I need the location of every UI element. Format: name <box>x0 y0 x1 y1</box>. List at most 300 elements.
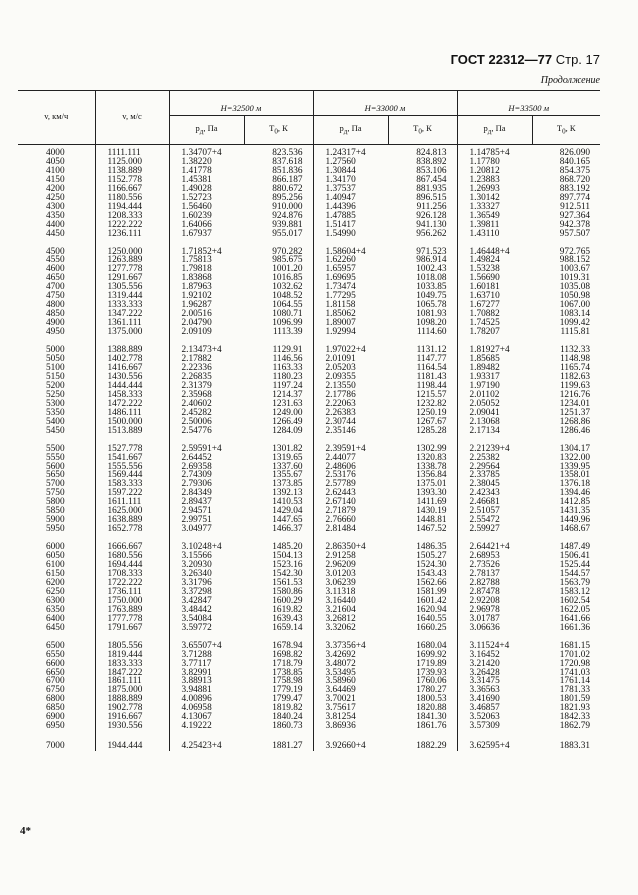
table-cell: 3.26428 <box>457 669 532 678</box>
table-row <box>18 651 600 660</box>
table-cell: 1561.53 <box>272 577 303 588</box>
table-cell: 1096.99 <box>272 318 303 329</box>
table-cell: 1448.81 <box>416 515 447 526</box>
table-cell: 1002.43 <box>416 264 447 275</box>
table-cell: 2.67140 <box>313 498 388 507</box>
table-cell: 1505.27 <box>416 551 447 562</box>
table-cell: 1601.42 <box>416 595 447 606</box>
table-cell: 838.892 <box>416 156 447 167</box>
table-cell: 3.42847 <box>169 597 244 606</box>
table-cell: 1319.444 <box>95 292 169 301</box>
table-cell: 4700 <box>46 282 65 293</box>
table-cell: 1.46448+4 <box>457 248 532 257</box>
table-row <box>18 498 600 507</box>
table-cell: 1719.89 <box>416 658 447 669</box>
table-cell: 1881.27 <box>272 741 303 752</box>
altitude-header-1: H=33000 м <box>313 91 457 116</box>
table-cell: 3.41690 <box>457 695 532 704</box>
table-cell: 1232.82 <box>416 398 447 409</box>
table-cell: 1833.333 <box>95 660 169 669</box>
table-row <box>18 292 600 301</box>
table-cell: 4450 <box>46 228 65 239</box>
table-cell: 942.378 <box>559 219 590 230</box>
table-row <box>18 145 600 158</box>
table-cell: 3.64469 <box>313 686 388 695</box>
col-header-temperature: $T_0$, К <box>532 116 600 145</box>
table-row <box>18 212 600 221</box>
table-cell: 3.75617 <box>313 704 388 713</box>
table-cell: 2.79306 <box>169 480 244 489</box>
table-cell: 1388.889 <box>95 346 169 355</box>
table-cell: 3.11524+4 <box>457 642 532 651</box>
table-cell: 2.50006 <box>169 418 244 427</box>
table-row <box>18 525 600 543</box>
table-cell: 1611.111 <box>95 498 169 507</box>
table-cell: 1562.66 <box>416 577 447 588</box>
table-cell: 7000 <box>46 741 65 752</box>
table-cell: 1166.667 <box>95 185 169 194</box>
table-cell: 1114.60 <box>416 327 447 338</box>
table-cell: 3.21604 <box>313 606 388 615</box>
table-row <box>18 391 600 400</box>
table-cell: 3.15566 <box>169 552 244 561</box>
table-cell: 1527.778 <box>95 445 169 454</box>
table-cell: 881.935 <box>416 183 447 194</box>
table-cell: 1524.30 <box>416 560 447 571</box>
table-cell: 3.06636 <box>457 624 532 642</box>
table-cell: 2.00516 <box>169 310 244 319</box>
table-cell: 1698.82 <box>272 649 303 660</box>
table-cell: 924.876 <box>272 210 303 221</box>
table-cell: 823.536 <box>272 148 303 158</box>
table-row <box>18 194 600 203</box>
table-row <box>18 346 600 355</box>
table-row <box>18 409 600 418</box>
table-row <box>18 597 600 606</box>
table-cell: 1.70882 <box>457 310 532 319</box>
table-row <box>18 704 600 713</box>
table-cell: 3.77117 <box>169 660 244 669</box>
table-cell: 1163.33 <box>272 362 303 373</box>
table-row <box>18 686 600 695</box>
table-cell: 1622.05 <box>559 604 590 615</box>
table-cell: 1.71852+4 <box>169 248 244 257</box>
col-header-v-kmh: v, км/ч <box>18 91 95 145</box>
table-cell: 1333.333 <box>95 301 169 310</box>
table-cell: 1.30142 <box>457 194 532 203</box>
table-cell: 1875.000 <box>95 686 169 695</box>
table-cell: 1.47885 <box>313 212 388 221</box>
table-cell: 1410.53 <box>272 497 303 508</box>
table-cell: 1197.24 <box>272 380 303 391</box>
table-cell: 2.68953 <box>457 552 532 561</box>
table-row <box>18 167 600 176</box>
table-cell: 3.94881 <box>169 686 244 695</box>
table-cell: 4550 <box>46 255 65 266</box>
table-row <box>18 256 600 265</box>
table-cell: 1214.37 <box>272 389 303 400</box>
col-header-temperature: $T_0$, К <box>244 116 313 145</box>
table-cell: 1.33327 <box>457 203 532 212</box>
table-cell: 1708.333 <box>95 570 169 579</box>
table-cell: 2.33785 <box>457 471 532 480</box>
table-cell: 1429.04 <box>272 506 303 517</box>
col-header-pressure: $p_д$, Па <box>169 116 244 145</box>
table-cell: 4300 <box>46 201 65 212</box>
table-cell: 2.21239+4 <box>457 445 532 454</box>
table-cell: 868.720 <box>559 174 590 185</box>
table-cell: 4.06958 <box>169 704 244 713</box>
table-cell: 1285.28 <box>416 425 447 436</box>
footer-mark: 4* <box>20 825 31 837</box>
table-cell: 1081.93 <box>416 309 447 320</box>
table-cell: 1361.111 <box>95 319 169 328</box>
table-cell: 6450 <box>46 622 65 633</box>
table-cell: 1.63710 <box>457 292 532 301</box>
table-cell: 3.32062 <box>313 624 388 642</box>
table-cell: 4250 <box>46 192 65 203</box>
table-cell: 2.73526 <box>457 561 532 570</box>
table-cell: 880.672 <box>272 183 303 194</box>
table-cell: 3.01787 <box>457 615 532 624</box>
table-cell: 972.765 <box>559 246 590 257</box>
table-cell: 5800 <box>46 497 65 508</box>
table-cell: 1115.81 <box>560 327 590 338</box>
table-cell: 5100 <box>46 362 65 373</box>
table-cell: 1801.59 <box>559 694 590 705</box>
continued-label: Продолжение <box>540 75 600 86</box>
table-cell: 2.38045 <box>457 480 532 489</box>
table-cell: 1.14785+4 <box>457 145 532 158</box>
table-cell: 1620.94 <box>416 604 447 615</box>
table-cell: 2.64452 <box>169 454 244 463</box>
table-cell: 1194.444 <box>95 203 169 212</box>
table-cell: 3.06239 <box>313 579 388 588</box>
table-cell: 1291.667 <box>95 274 169 283</box>
table-cell: 1376.18 <box>559 479 590 490</box>
table-cell: 926.128 <box>416 210 447 221</box>
table-cell: 1416.667 <box>95 364 169 373</box>
table-cell: 1.27560 <box>313 158 388 167</box>
table-cell: 6700 <box>46 676 65 687</box>
table-cell: 1780.27 <box>416 685 447 696</box>
table-cell: 1302.99 <box>416 443 447 454</box>
table-cell: 1860.73 <box>272 721 303 732</box>
table-cell: 1064.55 <box>272 300 303 311</box>
table-cell: 1779.19 <box>272 685 303 696</box>
table-row <box>18 615 600 624</box>
table-row <box>18 418 600 427</box>
table-cell: 1067.00 <box>559 300 590 311</box>
table-cell: 3.48442 <box>169 606 244 615</box>
table-cell: 1165.74 <box>560 362 590 373</box>
table-cell: 1.92102 <box>169 292 244 301</box>
table-cell: 2.25382 <box>457 454 532 463</box>
table-cell: 1563.79 <box>559 577 590 588</box>
table-cell: 1805.556 <box>95 642 169 651</box>
table-cell: 4050 <box>46 156 65 167</box>
table-cell: 1.85062 <box>313 310 388 319</box>
table-cell: 1.51417 <box>313 221 388 230</box>
table-cell: 1.37537 <box>313 185 388 194</box>
table-cell: 1132.33 <box>560 345 590 356</box>
table-cell: 4900 <box>46 318 65 329</box>
table-cell: 1268.86 <box>559 416 590 427</box>
table-cell: 1222.222 <box>95 221 169 230</box>
table-cell: 5700 <box>46 479 65 490</box>
table-cell: 1394.46 <box>559 488 590 499</box>
table-cell: 6500 <box>46 640 65 651</box>
table-cell: 1602.54 <box>559 595 590 606</box>
table-row <box>18 319 600 328</box>
table-cell: 1.81158 <box>313 301 388 310</box>
table-cell: 939.881 <box>272 219 303 230</box>
table-cell: 6750 <box>46 685 65 696</box>
table-cell: 1641.66 <box>559 613 590 624</box>
table-cell: 1.45381 <box>169 176 244 185</box>
table-cell: 1.97022+4 <box>313 346 388 355</box>
table-cell: 1375.01 <box>416 479 447 490</box>
table-cell: 1208.333 <box>95 212 169 221</box>
table-cell: 1083.14 <box>559 309 590 320</box>
table-row <box>18 660 600 669</box>
table-cell: 2.62443 <box>313 489 388 498</box>
table-cell: 2.74309 <box>169 471 244 480</box>
table-cell: 1659.14 <box>272 622 303 633</box>
table-cell: 1.92994 <box>313 328 388 346</box>
table-cell: 1018.08 <box>416 273 447 284</box>
table-cell: 3.65507+4 <box>169 642 244 651</box>
table-cell: 1393.30 <box>416 488 447 499</box>
table-cell: 1467.52 <box>416 524 447 535</box>
table-cell: 3.01203 <box>313 570 388 579</box>
table-cell: 826.090 <box>559 148 590 158</box>
table-cell: 4650 <box>46 273 65 284</box>
table-cell: 1600.29 <box>272 595 303 606</box>
table-cell: 3.16452 <box>457 651 532 660</box>
table-cell: 1129.91 <box>272 345 303 356</box>
table-cell: 1583.12 <box>559 586 590 597</box>
table-cell: 1468.67 <box>559 524 590 535</box>
table-row <box>18 489 600 498</box>
table-cell: 956.262 <box>416 228 447 239</box>
table-row <box>18 579 600 588</box>
table-cell: 2.57789 <box>313 480 388 489</box>
table-cell: 6250 <box>46 586 65 597</box>
table-cell: 1267.67 <box>416 416 447 427</box>
table-cell: 988.152 <box>559 255 590 266</box>
table-cell: 1699.92 <box>416 649 447 660</box>
table-cell: 3.46857 <box>457 704 532 713</box>
table-row <box>18 445 600 454</box>
table-cell: 3.53495 <box>313 669 388 678</box>
table-cell: 1430.19 <box>416 506 447 517</box>
table-cell: 2.54776 <box>169 427 244 445</box>
table-cell: 1.83868 <box>169 274 244 283</box>
table-cell: 1305.556 <box>95 283 169 292</box>
table-cell: 896.515 <box>416 192 447 203</box>
table-row <box>18 221 600 230</box>
table-cell: 3.62595+4 <box>457 740 532 751</box>
table-cell: 6150 <box>46 568 65 579</box>
table-row <box>18 400 600 409</box>
table-cell: 2.78137 <box>457 570 532 579</box>
table-cell: 1080.71 <box>272 309 303 320</box>
table-cell: 1048.52 <box>272 291 303 302</box>
table-cell: 1148.98 <box>560 354 590 365</box>
table-cell: 1761.14 <box>559 676 590 687</box>
table-cell: 2.99751 <box>169 516 244 525</box>
table-cell: 1791.667 <box>95 624 169 642</box>
table-cell: 5500 <box>46 443 65 454</box>
table-row <box>18 695 600 704</box>
table-cell: 1.34707+4 <box>169 145 244 158</box>
table-cell: 1523.16 <box>272 560 303 571</box>
table-cell: 2.96209 <box>313 561 388 570</box>
table-cell: 4.13067 <box>169 713 244 722</box>
table-cell: 1266.49 <box>272 416 303 427</box>
table-cell: 2.48606 <box>313 463 388 472</box>
table-cell: 1250.000 <box>95 248 169 257</box>
table-cell: 5450 <box>46 425 65 436</box>
table-cell: 2.94571 <box>169 507 244 516</box>
table-cell: 2.17882 <box>169 355 244 364</box>
table-cell: 1131.12 <box>416 345 447 356</box>
table-cell: 1065.78 <box>416 300 447 311</box>
table-cell: 5050 <box>46 354 65 365</box>
table-cell: 1.49824 <box>457 256 532 265</box>
table-cell: 840.165 <box>559 156 590 167</box>
table-cell: 1.67937 <box>169 230 244 248</box>
page-number: Стр. 17 <box>555 52 600 67</box>
table-cell: 3.37298 <box>169 588 244 597</box>
table-cell: 1.56460 <box>169 203 244 212</box>
table-cell: 1525.44 <box>559 560 590 571</box>
table-cell: 1819.444 <box>95 651 169 660</box>
table-row <box>18 543 600 552</box>
table-cell: 1392.13 <box>272 488 303 499</box>
table-cell: 1164.54 <box>416 362 447 373</box>
table-cell: 1472.222 <box>95 400 169 409</box>
table-cell: 3.20930 <box>169 561 244 570</box>
table-cell: 1.49028 <box>169 185 244 194</box>
table-cell: 1625.000 <box>95 507 169 516</box>
table-cell: 1902.778 <box>95 704 169 713</box>
table-cell: 1.64066 <box>169 221 244 230</box>
table-cell: 1583.333 <box>95 480 169 489</box>
table-cell: 4.25423+4 <box>169 740 244 751</box>
table-row <box>18 364 600 373</box>
table-cell: 1882.29 <box>416 741 447 752</box>
table-cell: 1249.00 <box>272 407 303 418</box>
table-cell: 6000 <box>46 542 65 553</box>
table-cell: 5850 <box>46 506 65 517</box>
table-cell: 4950 <box>46 327 65 338</box>
table-cell: 2.04790 <box>169 319 244 328</box>
table-cell: 985.675 <box>272 255 303 266</box>
table-cell: 1840.24 <box>272 712 303 723</box>
table-cell: 3.11318 <box>313 588 388 597</box>
table-row <box>18 677 600 686</box>
table-cell: 1661.36 <box>559 622 590 633</box>
table-cell: 1543.43 <box>416 568 447 579</box>
table-cell: 1147.77 <box>416 354 447 365</box>
table-row <box>18 570 600 579</box>
table-cell: 1.85685 <box>457 355 532 364</box>
table-cell: 1111.111 <box>95 145 169 158</box>
table-cell: 2.71879 <box>313 507 388 516</box>
table-cell: 1.30844 <box>313 167 388 176</box>
table-cell: 4100 <box>46 165 65 176</box>
table-cell: 4750 <box>46 291 65 302</box>
table-cell: 1.40947 <box>313 194 388 203</box>
table-cell: 1888.889 <box>95 695 169 704</box>
table-cell: 1.77295 <box>313 292 388 301</box>
table-row <box>18 355 600 364</box>
table-cell: 927.364 <box>559 210 590 221</box>
table-cell: 986.914 <box>416 255 447 266</box>
table-cell: 1215.57 <box>416 389 447 400</box>
table-cell: 1263.889 <box>95 256 169 265</box>
table-cell: 2.59927 <box>457 525 532 543</box>
table-row <box>18 642 600 651</box>
table-cell: 5750 <box>46 488 65 499</box>
table-cell: 1431.35 <box>559 506 590 517</box>
table-cell: 897.774 <box>559 192 590 203</box>
table-cell: 2.26383 <box>313 409 388 418</box>
table-cell: 1485.20 <box>272 542 303 553</box>
table-cell: 2.26835 <box>169 373 244 382</box>
table-cell: 1320.83 <box>416 452 447 463</box>
table-cell: 3.54084 <box>169 615 244 624</box>
table-row <box>18 265 600 274</box>
table-cell: 6800 <box>46 694 65 705</box>
table-cell: 3.16440 <box>313 597 388 606</box>
table-cell: 2.81484 <box>313 525 388 543</box>
table-cell: 3.04977 <box>169 525 244 543</box>
table-cell: 1.24317+4 <box>313 145 388 158</box>
table-cell: 3.88913 <box>169 677 244 686</box>
table-cell: 4600 <box>46 264 65 275</box>
table-cell: 4000 <box>46 148 65 158</box>
table-cell: 1444.444 <box>95 382 169 391</box>
table-cell: 5350 <box>46 407 65 418</box>
table-cell: 2.40602 <box>169 400 244 409</box>
table-cell: 1580.86 <box>272 586 303 597</box>
table-cell: 1358.01 <box>559 470 590 481</box>
table-cell: 1862.79 <box>559 721 590 732</box>
table-cell: 970.282 <box>272 246 303 257</box>
table-cell: 4500 <box>46 246 65 257</box>
table-cell: 6100 <box>46 560 65 571</box>
table-cell: 6350 <box>46 604 65 615</box>
standard-title: ГОСТ 22312—77 <box>450 52 553 67</box>
table-cell: 1284.09 <box>272 425 303 436</box>
table-row <box>18 283 600 292</box>
table-cell: 2.09355 <box>313 373 388 382</box>
table-cell: 3.71288 <box>169 651 244 660</box>
table-row <box>18 427 600 445</box>
table-cell: 837.618 <box>272 156 303 167</box>
table-cell: 1180.23 <box>272 371 303 382</box>
table-cell: 2.22063 <box>313 400 388 409</box>
table-cell: 1430.556 <box>95 373 169 382</box>
table-cell: 2.42343 <box>457 489 532 498</box>
table-cell: 1.17780 <box>457 158 532 167</box>
table-cell: 3.26812 <box>313 615 388 624</box>
table-cell: 6650 <box>46 667 65 678</box>
table-cell: 1506.41 <box>559 551 590 562</box>
